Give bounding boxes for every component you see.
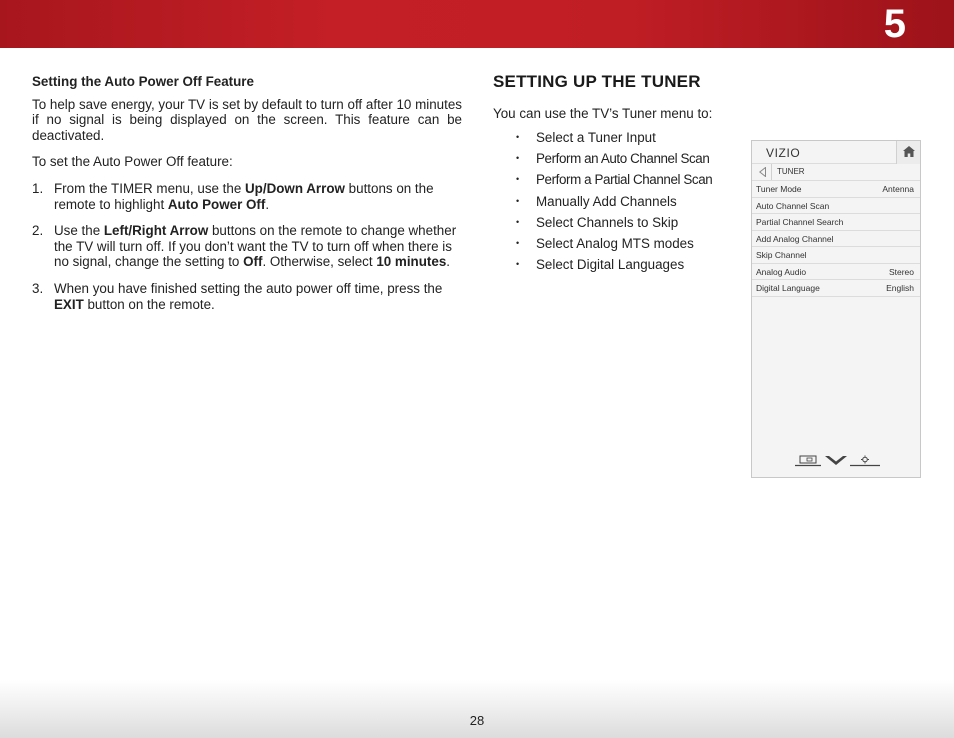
- tuner-feature-item: • Manually Add Channels: [493, 191, 743, 212]
- wide-button[interactable]: [795, 455, 821, 467]
- back-button[interactable]: [752, 164, 772, 180]
- tv-menu-topbar: [752, 141, 920, 164]
- step-keyword: EXIT: [54, 296, 84, 312]
- tuner-feature-item: • Select a Tuner Input: [493, 127, 743, 148]
- wide-icon: [795, 455, 821, 467]
- back-arrow-icon: [759, 167, 766, 177]
- step-number: 3.: [32, 280, 44, 296]
- menu-row-digital-language[interactable]: [752, 280, 920, 297]
- menu-row-partial-channel-search[interactable]: [752, 214, 920, 231]
- step-text: . Otherwise, select: [262, 254, 377, 270]
- auto-power-off-intro: To help save energy, your TV is set by default to turn off after 10 minutes if no signal is being displayed on the screen. This feature can be deactivated.: [32, 96, 462, 143]
- auto-power-off-steps: [32, 181, 462, 312]
- step-keyword: Auto Power Off: [167, 196, 266, 212]
- tv-menu-bottombar: [752, 455, 920, 469]
- step-number: 1.: [32, 180, 44, 196]
- vizio-logo: VIZIO: [766, 146, 801, 160]
- menu-row-auto-channel-scan[interactable]: [752, 198, 920, 215]
- tuner-feature-item: • Select Channels to Skip: [493, 212, 743, 233]
- menu-row-value: English: [886, 283, 914, 293]
- auto-power-off-heading: Setting the Auto Power Off Feature: [32, 74, 254, 89]
- tuner-feature-item: • Perform an Auto Channel Scan: [493, 148, 743, 169]
- home-icon: [903, 146, 915, 157]
- vizio-v-button[interactable]: [824, 455, 848, 467]
- step-text: buttons on the remote to highlight: [54, 180, 434, 212]
- step-item: [32, 223, 462, 270]
- menu-row-value: Antenna: [882, 184, 914, 194]
- step-keyword: Up/Down Arrow: [245, 180, 345, 196]
- tv-tuner-menu-screenshot: [751, 140, 921, 478]
- step-text: .: [265, 196, 270, 212]
- header-band: [0, 0, 954, 48]
- step-text: .: [446, 254, 451, 270]
- tv-menu-title: TUNER: [777, 167, 805, 176]
- menu-row-label: Skip Channel: [756, 250, 807, 260]
- step-text: Use the: [54, 223, 104, 239]
- page-number: 28: [469, 713, 485, 728]
- step-keyword: Off: [243, 254, 263, 270]
- step-text: When you have finished setting the auto power off time, press the: [54, 280, 443, 296]
- step-text: buttons on the remote to change whether the TV will turn off. If you don’t want the TV to turn off when there is no signal, change the setting to: [54, 223, 457, 270]
- step-item: [32, 181, 462, 212]
- auto-power-off-instructions-lead: To set the Auto Power Off feature:: [32, 154, 233, 170]
- menu-row-label: Partial Channel Search: [756, 217, 844, 227]
- tuner-feature-item: • Select Analog MTS modes: [493, 233, 743, 254]
- step-keyword: 10 minutes: [376, 254, 447, 270]
- tuner-feature-item: • Select Digital Languages: [493, 254, 743, 275]
- vizio-v-icon: [824, 455, 848, 467]
- tuner-feature-list: [493, 127, 743, 275]
- step-keyword: Left/Right Arrow: [103, 223, 209, 239]
- menu-row-add-analog-channel[interactable]: [752, 231, 920, 248]
- footer-band: [0, 680, 954, 738]
- menu-row-skip-channel[interactable]: [752, 247, 920, 264]
- step-number: 2.: [32, 223, 44, 239]
- tv-menu-titlebar: [752, 164, 920, 181]
- menu-row-label: Auto Channel Scan: [756, 200, 830, 211]
- menu-row-label: Analog Audio: [756, 266, 807, 277]
- home-button[interactable]: [896, 141, 920, 164]
- menu-row-value: Stereo: [888, 266, 914, 277]
- menu-row-label: Digital Language: [756, 283, 820, 293]
- step-text: button on the remote.: [83, 296, 215, 312]
- auto-power-off-section: [32, 74, 462, 323]
- step-item: [32, 281, 462, 312]
- tuner-section-title: SETTING UP THE TUNER: [493, 72, 701, 91]
- tuner-feature-item: • Perform a Partial Channel Scan: [493, 169, 743, 190]
- gear-icon: [850, 455, 880, 467]
- menu-row-label: Add Analog Channel: [756, 233, 834, 244]
- menu-row-tuner-mode[interactable]: [752, 181, 920, 198]
- tuner-section: [493, 72, 743, 275]
- chapter-number: 5: [883, 2, 906, 46]
- step-text: From the TIMER menu, use the: [54, 180, 246, 196]
- settings-button[interactable]: [850, 455, 880, 467]
- menu-row-analog-audio[interactable]: [752, 264, 920, 281]
- tuner-intro: You can use the TV’s Tuner menu to:: [493, 106, 713, 121]
- menu-row-label: Tuner Mode: [756, 184, 802, 194]
